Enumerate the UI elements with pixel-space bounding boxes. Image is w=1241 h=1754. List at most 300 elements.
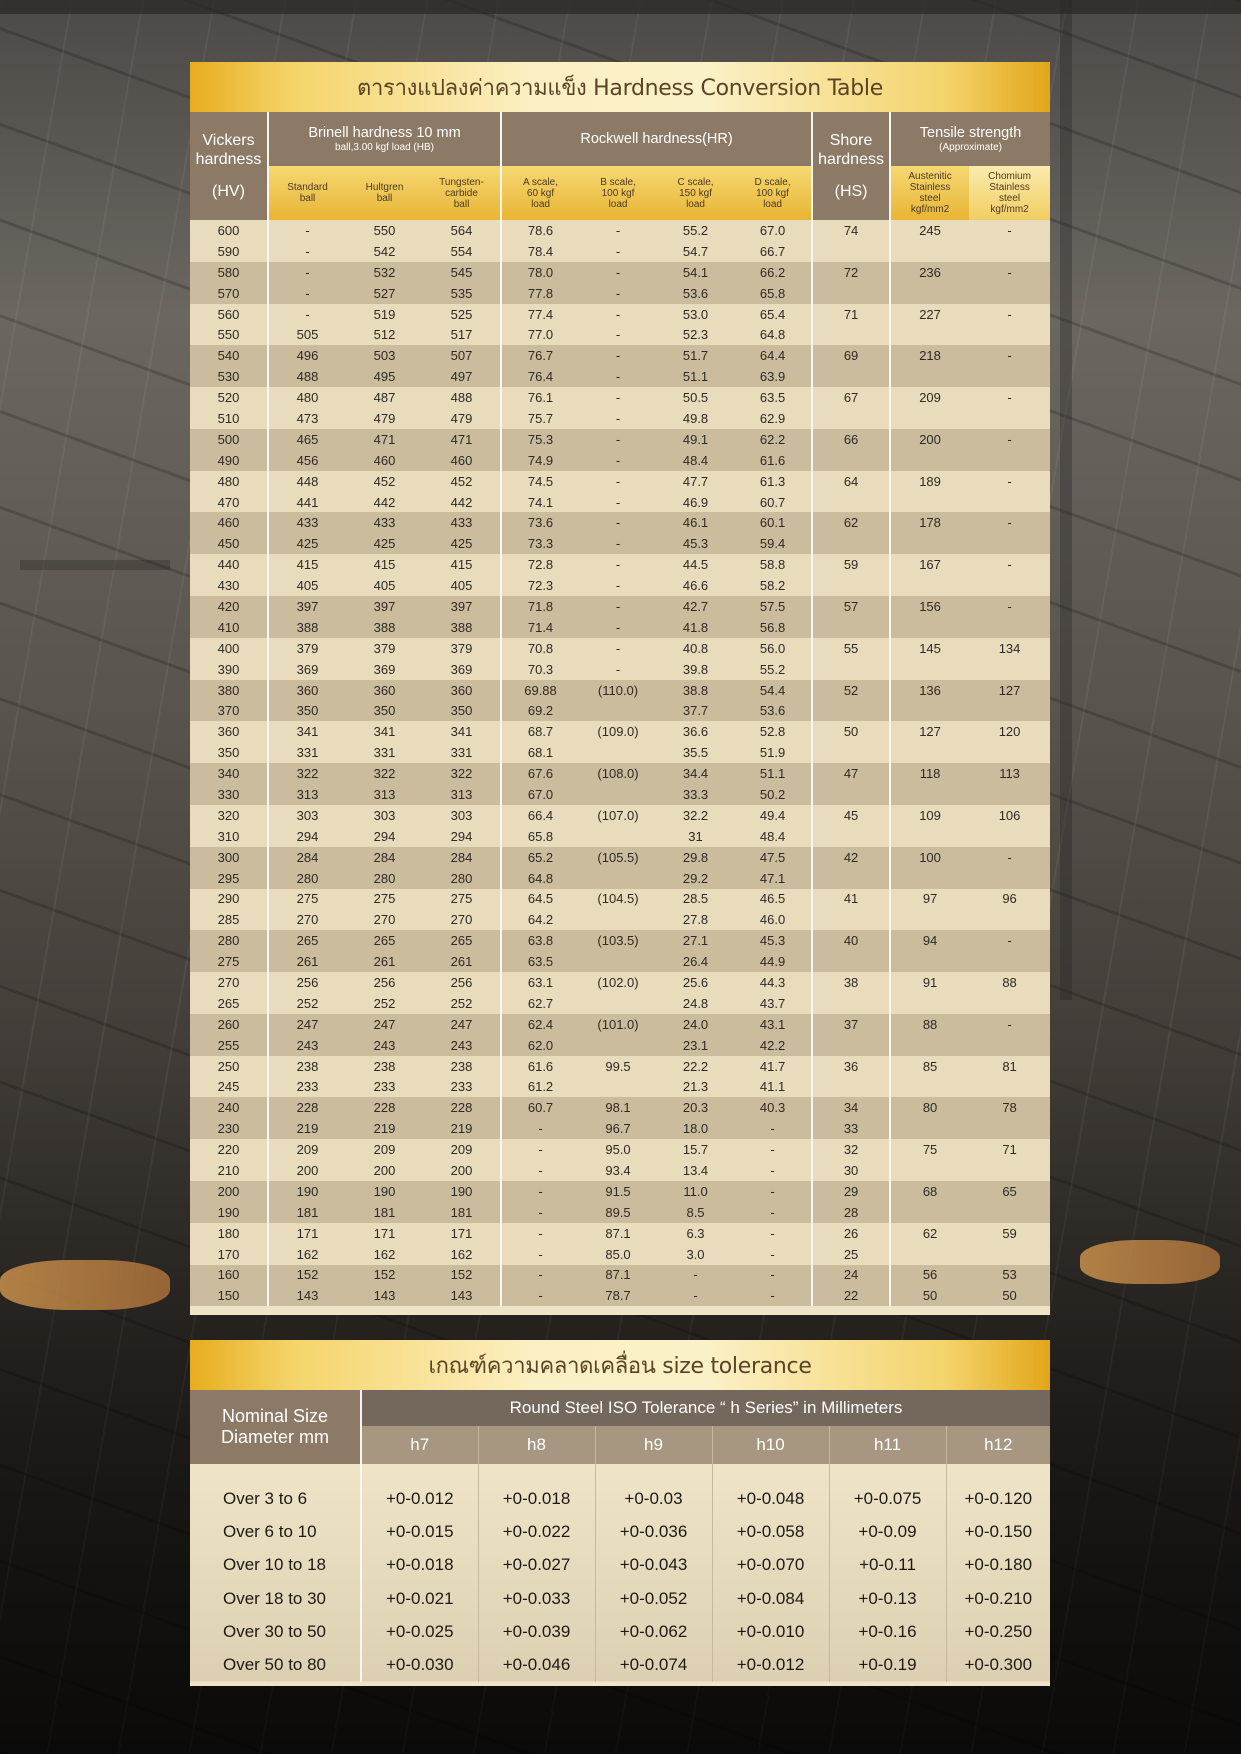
cell-shore: 32 <box>812 1139 890 1160</box>
cell-rockwell-b: 78.7 <box>579 1285 657 1306</box>
cell-tensile-chromium <box>969 1077 1050 1098</box>
cell-rockwell-a: - <box>501 1139 579 1160</box>
hardness-table-row <box>190 408 1050 429</box>
cell-rockwell-a: 78.0 <box>501 262 579 283</box>
brinell-header: Brinell hardness 10 mm ball,3.00 kgf load (HB) <box>268 112 501 166</box>
cell-shore: 24 <box>812 1265 890 1286</box>
cell-brinell-hultgren: 360 <box>346 680 423 701</box>
cell-shore: 22 <box>812 1285 890 1306</box>
cell-tensile-austenitic: 209 <box>890 387 969 408</box>
cell-rockwell-d: 52.8 <box>734 721 812 742</box>
tolerance-value-h8: +0-0.046 <box>478 1648 595 1681</box>
cell-vickers: 470 <box>190 492 268 513</box>
tolerance-value-h7: +0-0.015 <box>361 1515 478 1548</box>
cell-rockwell-a: 72.8 <box>501 554 579 575</box>
background-lifting-strap <box>1080 1240 1220 1284</box>
cell-rockwell-a: 69.2 <box>501 700 579 721</box>
cell-rockwell-b: 95.0 <box>579 1139 657 1160</box>
cell-rockwell-a: 67.0 <box>501 784 579 805</box>
cell-tensile-austenitic <box>890 742 969 763</box>
cell-rockwell-a: 74.9 <box>501 450 579 471</box>
cell-tensile-chromium: - <box>969 387 1050 408</box>
cell-rockwell-d: - <box>734 1202 812 1223</box>
cell-rockwell-c: 28.5 <box>657 889 734 910</box>
cell-shore: 57 <box>812 596 890 617</box>
cell-brinell-hultgren: 209 <box>346 1139 423 1160</box>
cell-rockwell-b: - <box>579 638 657 659</box>
cell-rockwell-b <box>579 909 657 930</box>
cell-rockwell-c: 26.4 <box>657 951 734 972</box>
cell-tensile-austenitic <box>890 784 969 805</box>
cell-rockwell-d: 61.6 <box>734 450 812 471</box>
tensile-chromium-header: Chomium Stainless steel kgf/mm2 <box>969 166 1050 220</box>
cell-vickers: 210 <box>190 1160 268 1181</box>
cell-brinell-hultgren: 190 <box>346 1181 423 1202</box>
cell-rockwell-d: 40.3 <box>734 1097 812 1118</box>
hardness-table-row <box>190 1097 1050 1118</box>
cell-rockwell-d: 60.7 <box>734 492 812 513</box>
cell-vickers: 430 <box>190 575 268 596</box>
cell-brinell-tungsten: 171 <box>423 1223 501 1244</box>
cell-rockwell-a: - <box>501 1160 579 1181</box>
cell-tensile-chromium <box>969 993 1050 1014</box>
rockwell-a-scale-header: A scale, 60 kgf load <box>501 166 579 220</box>
cell-rockwell-c: 33.3 <box>657 784 734 805</box>
cell-brinell-tungsten: 270 <box>423 909 501 930</box>
cell-brinell-tungsten: 228 <box>423 1097 501 1118</box>
cell-brinell-tungsten: 479 <box>423 408 501 429</box>
cell-brinell-hultgren: 331 <box>346 742 423 763</box>
cell-brinell-tungsten: 535 <box>423 283 501 304</box>
cell-brinell-tungsten: 331 <box>423 742 501 763</box>
cell-rockwell-c: 36.6 <box>657 721 734 742</box>
cell-brinell-standard: 219 <box>268 1118 346 1139</box>
cell-rockwell-a: 65.8 <box>501 826 579 847</box>
cell-shore: 72 <box>812 262 890 283</box>
cell-rockwell-b <box>579 1077 657 1098</box>
cell-rockwell-d: 54.4 <box>734 680 812 701</box>
cell-brinell-tungsten: 280 <box>423 868 501 889</box>
cell-tensile-austenitic: 97 <box>890 889 969 910</box>
cell-rockwell-a: - <box>501 1181 579 1202</box>
cell-rockwell-c: 35.5 <box>657 742 734 763</box>
cell-rockwell-b: - <box>579 471 657 492</box>
tolerance-value-h11: +0-0.075 <box>829 1482 946 1515</box>
cell-vickers: 400 <box>190 638 268 659</box>
cell-brinell-tungsten: 507 <box>423 345 501 366</box>
cell-tensile-chromium: - <box>969 554 1050 575</box>
cell-rockwell-a: 75.3 <box>501 429 579 450</box>
cell-rockwell-d: 43.7 <box>734 993 812 1014</box>
tolerance-value-h7: +0-0.018 <box>361 1549 478 1582</box>
cell-shore: 62 <box>812 512 890 533</box>
cell-rockwell-c: - <box>657 1265 734 1286</box>
cell-rockwell-a: 76.4 <box>501 366 579 387</box>
cell-tensile-chromium: 59 <box>969 1223 1050 1244</box>
cell-brinell-standard: 209 <box>268 1139 346 1160</box>
cell-brinell-tungsten: 256 <box>423 972 501 993</box>
cell-rockwell-a: 77.4 <box>501 304 579 325</box>
hardness-table-row <box>190 1223 1050 1244</box>
cell-rockwell-c: 24.8 <box>657 993 734 1014</box>
cell-brinell-tungsten: 209 <box>423 1139 501 1160</box>
cell-rockwell-b: - <box>579 429 657 450</box>
cell-vickers: 290 <box>190 889 268 910</box>
cell-rockwell-a: 64.2 <box>501 909 579 930</box>
cell-rockwell-c: 54.7 <box>657 241 734 262</box>
cell-rockwell-d: 58.2 <box>734 575 812 596</box>
cell-rockwell-c: 55.2 <box>657 220 734 241</box>
tolerance-value-h10: +0-0.084 <box>712 1582 829 1615</box>
tolerance-value-h12: +0-0.250 <box>964 1621 1033 1641</box>
background-lifting-strap <box>0 1260 170 1310</box>
cell-brinell-tungsten: 497 <box>423 366 501 387</box>
cell-vickers: 250 <box>190 1056 268 1077</box>
hardness-table-row <box>190 1160 1050 1181</box>
cell-rockwell-d: 60.1 <box>734 512 812 533</box>
hardness-table-row <box>190 1265 1050 1286</box>
cell-shore: 41 <box>812 889 890 910</box>
cell-rockwell-c: 46.6 <box>657 575 734 596</box>
tolerance-value-h11: +0-0.16 <box>829 1615 946 1648</box>
cell-tensile-austenitic <box>890 533 969 554</box>
cell-rockwell-d: 49.4 <box>734 805 812 826</box>
cell-tensile-chromium: - <box>969 304 1050 325</box>
cell-rockwell-a: 71.8 <box>501 596 579 617</box>
cell-brinell-tungsten: 294 <box>423 826 501 847</box>
cell-rockwell-c: 46.9 <box>657 492 734 513</box>
cell-rockwell-d: 44.3 <box>734 972 812 993</box>
tolerance-col-h9: h9 <box>595 1426 712 1464</box>
hardness-table-row <box>190 1014 1050 1035</box>
cell-vickers: 320 <box>190 805 268 826</box>
cell-tensile-austenitic <box>890 1077 969 1098</box>
cell-tensile-austenitic <box>890 1118 969 1139</box>
cell-brinell-tungsten: 360 <box>423 680 501 701</box>
cell-tensile-chromium: 50 <box>969 1285 1050 1306</box>
cell-brinell-tungsten: 545 <box>423 262 501 283</box>
cell-shore: 50 <box>812 721 890 742</box>
cell-vickers: 520 <box>190 387 268 408</box>
cell-tensile-austenitic: 200 <box>890 429 969 450</box>
spacer-cell <box>946 1464 1050 1482</box>
hardness-table-row <box>190 1181 1050 1202</box>
cell-vickers: 160 <box>190 1265 268 1286</box>
cell-tensile-chromium: - <box>969 471 1050 492</box>
tolerance-table-row <box>190 1549 1050 1582</box>
cell-vickers: 240 <box>190 1097 268 1118</box>
cell-rockwell-d: 45.3 <box>734 930 812 951</box>
cell-rockwell-c: 37.7 <box>657 700 734 721</box>
hardness-table-title: ตารางแปลงค่าความแข็ง Hardness Conversion Table <box>190 62 1050 112</box>
cell-vickers: 285 <box>190 909 268 930</box>
background-roof-beam <box>0 0 1241 14</box>
cell-brinell-tungsten: 233 <box>423 1077 501 1098</box>
cell-tensile-chromium <box>969 450 1050 471</box>
cell-rockwell-c: 38.8 <box>657 680 734 701</box>
cell-rockwell-b: - <box>579 304 657 325</box>
hardness-table-row <box>190 366 1050 387</box>
cell-rockwell-b: - <box>579 554 657 575</box>
cell-rockwell-a: 64.5 <box>501 889 579 910</box>
cell-shore: 29 <box>812 1181 890 1202</box>
cell-rockwell-c: 51.7 <box>657 345 734 366</box>
cell-rockwell-d: 41.1 <box>734 1077 812 1098</box>
cell-brinell-hultgren: 322 <box>346 763 423 784</box>
cell-tensile-chromium <box>969 700 1050 721</box>
cell-brinell-standard: 331 <box>268 742 346 763</box>
cell-rockwell-c: 53.0 <box>657 304 734 325</box>
hardness-table-row <box>190 429 1050 450</box>
tolerance-value-h8: +0-0.022 <box>478 1515 595 1548</box>
cell-rockwell-a: 63.5 <box>501 951 579 972</box>
cell-tensile-austenitic: 127 <box>890 721 969 742</box>
cell-shore: 42 <box>812 847 890 868</box>
cell-rockwell-a: 67.6 <box>501 763 579 784</box>
cell-rockwell-d: 66.7 <box>734 241 812 262</box>
cell-rockwell-a: 78.6 <box>501 220 579 241</box>
cell-rockwell-a: 64.8 <box>501 868 579 889</box>
cell-rockwell-c: 49.8 <box>657 408 734 429</box>
cell-rockwell-b: 91.5 <box>579 1181 657 1202</box>
cell-rockwell-c: 32.2 <box>657 805 734 826</box>
cell-rockwell-a: 63.1 <box>501 972 579 993</box>
tolerance-value-h7: +0-0.021 <box>361 1582 478 1615</box>
cell-rockwell-c: 23.1 <box>657 1035 734 1056</box>
cell-rockwell-c: 18.0 <box>657 1118 734 1139</box>
tolerance-value-h9: +0-0.036 <box>595 1515 712 1548</box>
hardness-table-row <box>190 1077 1050 1098</box>
cell-rockwell-d: 50.2 <box>734 784 812 805</box>
cell-brinell-hultgren: 219 <box>346 1118 423 1139</box>
cell-rockwell-b: 93.4 <box>579 1160 657 1181</box>
cell-brinell-standard: 265 <box>268 930 346 951</box>
cell-rockwell-a: 60.7 <box>501 1097 579 1118</box>
tolerance-table-row <box>190 1582 1050 1615</box>
cell-vickers: 330 <box>190 784 268 805</box>
hardness-table-row <box>190 471 1050 492</box>
nominal-size-cell: Over 50 to 80 <box>190 1648 361 1681</box>
cell-vickers: 150 <box>190 1285 268 1306</box>
cell-tensile-austenitic: 62 <box>890 1223 969 1244</box>
hardness-table-body <box>190 220 1050 1306</box>
cell-brinell-hultgren: 152 <box>346 1265 423 1286</box>
cell-brinell-hultgren: 275 <box>346 889 423 910</box>
cell-rockwell-d: 42.2 <box>734 1035 812 1056</box>
hardness-table-row <box>190 638 1050 659</box>
cell-vickers: 245 <box>190 1077 268 1098</box>
cell-brinell-standard: 233 <box>268 1077 346 1098</box>
tolerance-value-h12: +0-0.300 <box>964 1655 1033 1675</box>
cell-shore: 30 <box>812 1160 890 1181</box>
cell-vickers: 300 <box>190 847 268 868</box>
cell-rockwell-b <box>579 784 657 805</box>
cell-vickers: 340 <box>190 763 268 784</box>
rockwell-header: Rockwell hardness(HR) <box>501 112 812 166</box>
tolerance-value-h10: +0-0.012 <box>712 1648 829 1681</box>
cell-vickers: 170 <box>190 1244 268 1265</box>
spacer-cell <box>361 1464 478 1482</box>
tolerance-value-h8: +0-0.018 <box>478 1482 595 1515</box>
cell-brinell-hultgren: 542 <box>346 241 423 262</box>
cell-brinell-hultgren: 313 <box>346 784 423 805</box>
cell-brinell-tungsten: 284 <box>423 847 501 868</box>
cell-tensile-austenitic: 156 <box>890 596 969 617</box>
cell-brinell-hultgren: 261 <box>346 951 423 972</box>
cell-tensile-chromium: - <box>969 1014 1050 1035</box>
cell-tensile-chromium <box>969 283 1050 304</box>
hardness-table-row <box>190 930 1050 951</box>
tolerance-table-row <box>190 1648 1050 1681</box>
tolerance-value-h8: +0-0.039 <box>478 1615 595 1648</box>
cell-brinell-standard: 190 <box>268 1181 346 1202</box>
hardness-table-row <box>190 700 1050 721</box>
cell-brinell-hultgren: 200 <box>346 1160 423 1181</box>
cell-vickers: 440 <box>190 554 268 575</box>
hardness-table-row <box>190 617 1050 638</box>
cell-rockwell-c: 3.0 <box>657 1244 734 1265</box>
cell-tensile-chromium: 120 <box>969 721 1050 742</box>
cell-tensile-austenitic: 136 <box>890 680 969 701</box>
cell-rockwell-a: - <box>501 1244 579 1265</box>
cell-tensile-austenitic: 100 <box>890 847 969 868</box>
cell-brinell-standard: 200 <box>268 1160 346 1181</box>
tolerance-value-h7: +0-0.030 <box>361 1648 478 1681</box>
cell-tensile-chromium <box>969 533 1050 554</box>
cell-tensile-austenitic <box>890 909 969 930</box>
rockwell-c-scale-header: C scale, 150 kgf load <box>657 166 734 220</box>
cell-rockwell-b <box>579 1035 657 1056</box>
cell-rockwell-d: 63.9 <box>734 366 812 387</box>
cell-shore <box>812 659 890 680</box>
cell-shore <box>812 909 890 930</box>
cell-rockwell-b: - <box>579 387 657 408</box>
rockwell-b-scale-header: B scale, 100 kgf load <box>579 166 657 220</box>
cell-brinell-standard: 313 <box>268 784 346 805</box>
cell-rockwell-c: 11.0 <box>657 1181 734 1202</box>
cell-brinell-standard: 280 <box>268 868 346 889</box>
cell-shore <box>812 324 890 345</box>
cell-brinell-hultgren: 143 <box>346 1285 423 1306</box>
hardness-table-row <box>190 742 1050 763</box>
cell-rockwell-d: 46.0 <box>734 909 812 930</box>
cell-shore <box>812 408 890 429</box>
cell-vickers: 255 <box>190 1035 268 1056</box>
cell-rockwell-b: - <box>579 408 657 429</box>
cell-rockwell-a: 70.3 <box>501 659 579 680</box>
cell-shore: 67 <box>812 387 890 408</box>
cell-tensile-austenitic <box>890 700 969 721</box>
cell-shore <box>812 868 890 889</box>
cell-brinell-tungsten: 442 <box>423 492 501 513</box>
cell-rockwell-c: 24.0 <box>657 1014 734 1035</box>
cell-rockwell-d: 62.2 <box>734 429 812 450</box>
hardness-table-row <box>190 763 1050 784</box>
cell-tensile-austenitic <box>890 1244 969 1265</box>
cell-rockwell-b: - <box>579 575 657 596</box>
cell-shore: 36 <box>812 1056 890 1077</box>
tolerance-value-h11: +0-0.13 <box>829 1582 946 1615</box>
cell-rockwell-a: 62.7 <box>501 993 579 1014</box>
hardness-conversion-panel <box>190 62 1050 1315</box>
tensile-header: Tensile strength (Approximate) <box>890 112 1050 166</box>
cell-rockwell-a: 74.5 <box>501 471 579 492</box>
cell-tensile-austenitic <box>890 951 969 972</box>
cell-brinell-hultgren: 433 <box>346 512 423 533</box>
cell-vickers: 220 <box>190 1139 268 1160</box>
tolerance-value-h9: +0-0.074 <box>595 1648 712 1681</box>
cell-rockwell-a: - <box>501 1265 579 1286</box>
cell-brinell-hultgren: 550 <box>346 220 423 241</box>
cell-tensile-austenitic: 145 <box>890 638 969 659</box>
cell-tensile-chromium <box>969 868 1050 889</box>
cell-tensile-chromium <box>969 1160 1050 1181</box>
cell-vickers: 580 <box>190 262 268 283</box>
hardness-table-row <box>190 1244 1050 1265</box>
cell-brinell-standard: 350 <box>268 700 346 721</box>
cell-vickers: 570 <box>190 283 268 304</box>
cell-brinell-standard: 284 <box>268 847 346 868</box>
cell-rockwell-b <box>579 742 657 763</box>
cell-rockwell-b: - <box>579 596 657 617</box>
cell-rockwell-a: 76.1 <box>501 387 579 408</box>
cell-brinell-hultgren: 247 <box>346 1014 423 1035</box>
cell-brinell-tungsten: 261 <box>423 951 501 972</box>
tolerance-value-h9: +0-0.062 <box>595 1615 712 1648</box>
hardness-table-row <box>190 847 1050 868</box>
hardness-table-row <box>190 387 1050 408</box>
nominal-size-header: Nominal Size Diameter mm <box>190 1390 361 1464</box>
cell-rockwell-b: 99.5 <box>579 1056 657 1077</box>
cell-rockwell-a: 73.3 <box>501 533 579 554</box>
cell-brinell-tungsten: 564 <box>423 220 501 241</box>
cell-tensile-chromium: 127 <box>969 680 1050 701</box>
cell-vickers: 270 <box>190 972 268 993</box>
cell-shore <box>812 742 890 763</box>
cell-shore: 34 <box>812 1097 890 1118</box>
cell-tensile-chromium: - <box>969 262 1050 283</box>
tolerance-value-h7: +0-0.012 <box>361 1482 478 1515</box>
cell-shore: 25 <box>812 1244 890 1265</box>
cell-tensile-austenitic: 75 <box>890 1139 969 1160</box>
cell-shore <box>812 241 890 262</box>
cell-rockwell-b: (108.0) <box>579 763 657 784</box>
cell-tensile-chromium <box>969 408 1050 429</box>
tolerance-value-h12: +0-0.150 <box>964 1521 1033 1541</box>
cell-vickers: 380 <box>190 680 268 701</box>
hardness-table-row <box>190 1202 1050 1223</box>
cell-brinell-hultgren: 503 <box>346 345 423 366</box>
cell-rockwell-b: - <box>579 324 657 345</box>
tolerance-col-h12: h12 <box>946 1426 1050 1464</box>
cell-rockwell-d: 43.1 <box>734 1014 812 1035</box>
cell-tensile-chromium <box>969 366 1050 387</box>
cell-tensile-chromium: - <box>969 512 1050 533</box>
cell-tensile-austenitic: 50 <box>890 1285 969 1306</box>
cell-tensile-austenitic <box>890 241 969 262</box>
cell-brinell-tungsten: 433 <box>423 512 501 533</box>
cell-tensile-austenitic <box>890 450 969 471</box>
cell-rockwell-b: (104.5) <box>579 889 657 910</box>
cell-brinell-hultgren: 270 <box>346 909 423 930</box>
cell-rockwell-c: 53.6 <box>657 283 734 304</box>
cell-shore: 47 <box>812 763 890 784</box>
cell-rockwell-c: 15.7 <box>657 1139 734 1160</box>
cell-vickers: 180 <box>190 1223 268 1244</box>
cell-shore <box>812 826 890 847</box>
cell-rockwell-b: - <box>579 283 657 304</box>
cell-rockwell-b: - <box>579 492 657 513</box>
